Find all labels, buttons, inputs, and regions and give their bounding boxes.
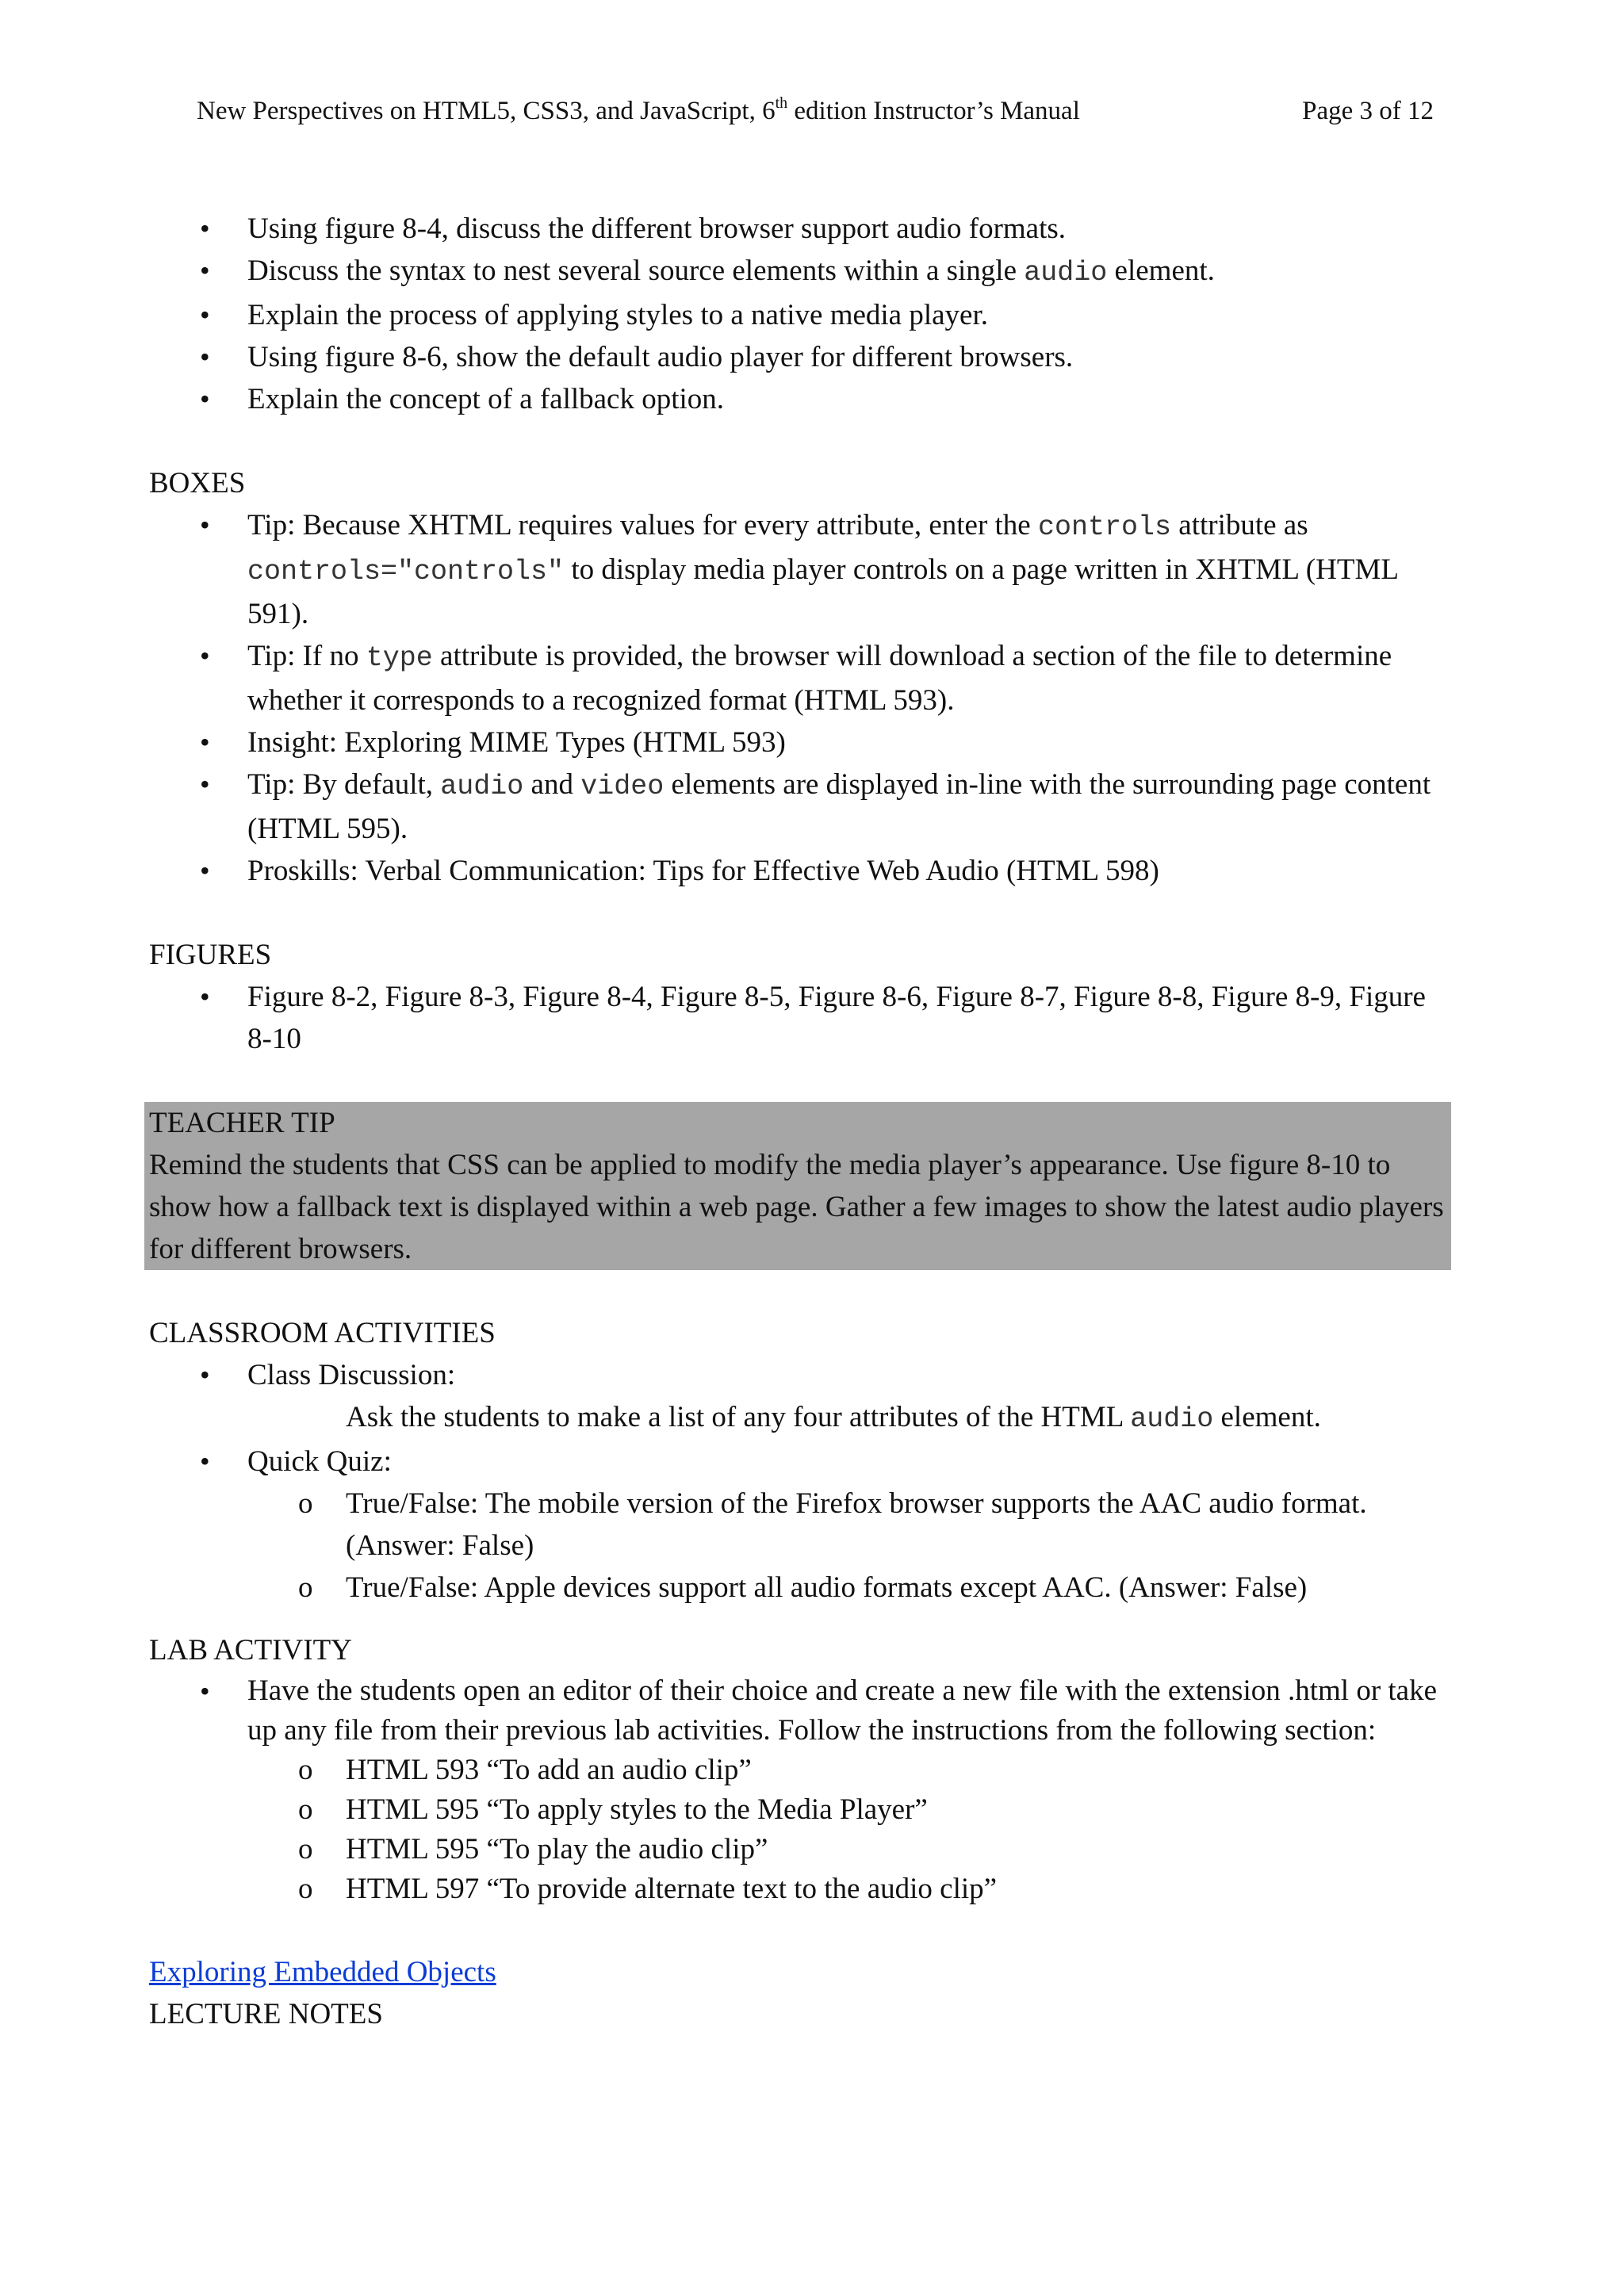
code-text: audio bbox=[440, 771, 524, 802]
classroom-list bbox=[149, 1354, 1446, 1609]
text: elements are displayed in-line with the surrounding page content (HTML 595). bbox=[247, 768, 1431, 845]
lab-step: o HTML 595 “To play the audio clip” bbox=[247, 1830, 1446, 1869]
list-item bbox=[149, 635, 1446, 721]
list-item bbox=[149, 1441, 1446, 1609]
teacher-tip-heading: TEACHER TIP bbox=[149, 1107, 335, 1139]
text: Tip: If no bbox=[247, 640, 366, 672]
header-title-text-end: edition Instructor’s Manual bbox=[787, 97, 1080, 125]
list-item: • Explain the concept of a fallback option. bbox=[149, 378, 1446, 420]
lab-intro: • Have the students open an editor of their choice and create a new file with the extension .html or take up any file from their previous lab activities. Follow the instructions from the following section: bbox=[247, 1674, 1438, 1747]
list-item: • Insight: Exploring MIME Types (HTML 593) bbox=[149, 721, 1446, 763]
header-title bbox=[197, 94, 1080, 126]
text: to display media player controls on a page written in XHTML (HTML 591). bbox=[247, 553, 1398, 630]
list-item: • Using figure 8-4, discuss the different browser support audio formats. bbox=[149, 208, 1446, 250]
teacher-tip-box bbox=[144, 1102, 1451, 1270]
header-title-text: New Perspectives on HTML5, CSS3, and JavaScript, 6 bbox=[197, 97, 776, 125]
figures-list bbox=[149, 976, 1446, 1060]
boxes-list bbox=[149, 504, 1446, 892]
list-item bbox=[149, 250, 1446, 294]
text: attribute as bbox=[1171, 509, 1308, 541]
class-discussion-text bbox=[247, 1396, 1446, 1441]
teacher-tip-text: Remind the students that CSS can be applied to modify the media player’s appearance. Use figure 8-10 to show how a fallback text is displayed within a web page. Gather a few images to show the latest audio players for different browsers. bbox=[149, 1149, 1444, 1265]
list-item bbox=[149, 504, 1446, 635]
list-item bbox=[149, 1671, 1446, 1909]
code-text: video bbox=[580, 771, 665, 802]
list-item bbox=[149, 1354, 1446, 1441]
lab-list bbox=[149, 1671, 1446, 1909]
lab-steps bbox=[247, 1751, 1446, 1909]
lab-step: o HTML 597 “To provide alternate text to the audio clip” bbox=[247, 1869, 1446, 1909]
intro-bullet-list bbox=[149, 208, 1446, 420]
code-text: audio bbox=[1130, 1403, 1214, 1435]
lab-step: o HTML 595 “To apply styles to the Media Player” bbox=[247, 1790, 1446, 1830]
lab-step: o HTML 593 “To add an audio clip” bbox=[247, 1751, 1446, 1790]
list-item: • Proskills: Verbal Communication: Tips for Effective Web Audio (HTML 598) bbox=[149, 850, 1446, 892]
quiz-item: o True/False: The mobile version of the Firefox browser supports the AAC audio format. (Answer: False) bbox=[247, 1483, 1446, 1567]
text: Ask the students to make a list of any four attributes of the HTML bbox=[346, 1401, 1131, 1433]
exploring-embedded-objects-link[interactable]: Exploring Embedded Objects bbox=[149, 1956, 496, 1988]
page-content bbox=[149, 208, 1446, 2035]
list-item: • Figure 8-2, Figure 8-3, Figure 8-4, Figure 8-5, Figure 8-6, Figure 8-7, Figure 8-8, Figure 8-9, Figure 8-10 bbox=[149, 976, 1446, 1060]
text: Discuss the syntax to nest several source elements within a single bbox=[247, 254, 1025, 287]
quiz-list bbox=[247, 1483, 1446, 1609]
text: and bbox=[523, 768, 581, 801]
section-heading-classroom: CLASSROOM ACTIVITIES bbox=[149, 1317, 496, 1349]
code-text: audio bbox=[1024, 257, 1108, 289]
quick-quiz-label: • Quick Quiz: bbox=[247, 1445, 392, 1478]
section-heading-lecture-notes: LECTURE NOTES bbox=[149, 1998, 383, 2030]
list-item: • Using figure 8-6, show the default audio player for different browsers. bbox=[149, 336, 1446, 378]
section-heading-lab: LAB ACTIVITY bbox=[149, 1634, 352, 1667]
text: attribute is provided, the browser will download a section of the file to determine whether it corresponds to a recognized format (HTML 593). bbox=[247, 640, 1392, 717]
list-item bbox=[149, 763, 1446, 850]
section-heading-boxes: BOXES bbox=[149, 467, 246, 499]
quiz-item: o True/False: Apple devices support all audio formats except AAC. (Answer: False) bbox=[247, 1567, 1446, 1609]
text: element. bbox=[1107, 254, 1215, 287]
class-discussion-label: • Class Discussion: bbox=[247, 1359, 456, 1391]
code-text: controls bbox=[1037, 511, 1172, 543]
text: element. bbox=[1213, 1401, 1321, 1433]
section-heading-figures: FIGURES bbox=[149, 939, 272, 971]
list-item: • Explain the process of applying styles to a native media player. bbox=[149, 294, 1446, 336]
code-text: controls="controls" bbox=[247, 556, 565, 587]
text: Tip: Because XHTML requires values for every attribute, enter the bbox=[247, 509, 1038, 541]
page-header bbox=[197, 94, 1434, 138]
page-number: Page 3 of 12 bbox=[1302, 97, 1434, 125]
code-text: type bbox=[366, 642, 433, 674]
header-title-superscript: th bbox=[775, 94, 788, 112]
text: Tip: By default, bbox=[247, 768, 441, 801]
